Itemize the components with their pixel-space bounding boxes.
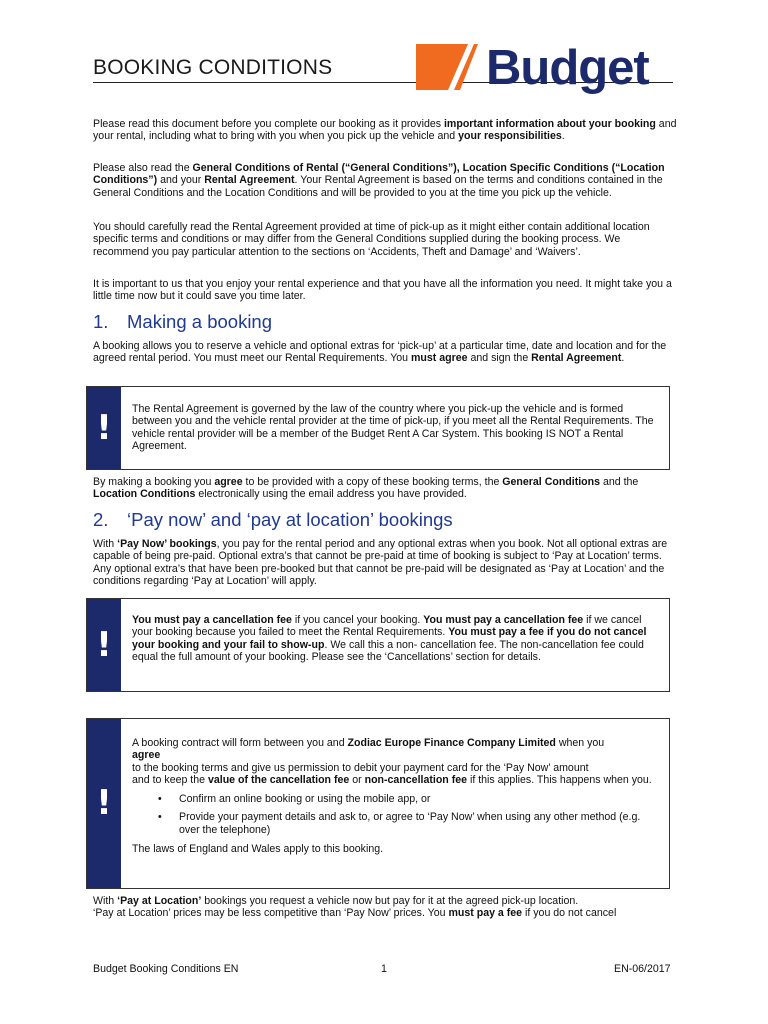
notice-text [132, 403, 657, 452]
text-bold: General Conditions [502, 476, 601, 488]
text-bold: value of the cancellation fee [207, 773, 350, 786]
intro-paragraph-1 [93, 118, 678, 143]
section-1-paragraph-1 [93, 340, 678, 365]
bullet-list [132, 793, 657, 836]
notice-box-rental-agreement [86, 386, 670, 470]
text: You should carefully read the Rental Agreement provided at time of pick-up as it might either contain additional location specific terms and conditions or may differ from the General Conditions supplied during the booking process. We recommend you pay particular attention to the sections on ‘Accidents, Theft and Damage’ and ‘Waivers’. [93, 221, 650, 258]
text: A booking allows you to reserve a vehicle and optional extras for ‘pick-up’ at a particular time, date and location and for the agreed rental period. You must meet our Rental Requirements. You [93, 340, 667, 365]
text-bold: Rental Agreement [531, 352, 622, 365]
text-bold: You must pay a fee if you do not cancel your booking and your fail to show-up [132, 626, 647, 651]
text: if you do not cancel [522, 907, 617, 920]
text-bold: non-cancellation fee [364, 773, 468, 786]
notice-text [132, 737, 657, 855]
section-number: 2. [93, 509, 109, 530]
footer-version: EN-06/2017 [614, 963, 671, 975]
text: A booking contract will form between you and [132, 737, 348, 749]
text: ‘Pay at Location’ prices may be less competitive than ‘Pay Now’ prices. You [93, 907, 449, 920]
text: bookings you request a vehicle now but pay for it at the agreed pick-up location. [201, 895, 579, 907]
text: to be provided with a copy of these booking terms, the [242, 476, 503, 488]
intro-paragraph-3 [93, 221, 678, 258]
text: electronically using the email address you have provided. [195, 488, 467, 501]
text: and your rental, including what to bring with you when you pick up the vehicle and [93, 118, 677, 143]
exclamation-icon: ! [96, 408, 112, 448]
text-bold: You must pay a cancellation fee [423, 614, 584, 626]
text: when you [555, 737, 605, 749]
text: if this applies. This happens when you. [467, 773, 652, 786]
text: Confirm an online booking or using the mobile app, or [179, 793, 431, 806]
exclamation-icon: ! [96, 625, 112, 665]
footer-document-name: Budget Booking Conditions EN [93, 963, 239, 975]
text: and to keep the [132, 773, 208, 786]
text-bold: Zodiac Europe Finance Company Limited [347, 737, 556, 749]
section-2-paragraph-1 [93, 538, 678, 587]
text-bold: must agree [411, 352, 468, 365]
list-item [132, 811, 657, 836]
bullet-icon: • [158, 793, 162, 806]
text: to the booking terms and give us permission to debit your payment card for the ‘Pay Now’ amount [132, 761, 589, 774]
notice-box-booking-contract [86, 718, 670, 889]
text: The laws of England and Wales apply to this booking. [132, 843, 384, 856]
section-number: 1. [93, 311, 109, 332]
section-title: ‘Pay now’ and ‘pay at location’ bookings [127, 509, 453, 530]
notice-box-cancellation-fee [86, 598, 670, 692]
section-1-heading [93, 311, 272, 333]
section-2-heading [93, 509, 453, 531]
text: if you cancel your booking. [291, 614, 424, 626]
text: . Your Rental Agreement is based on the terms and conditions contained in the General Conditions and the Location Conditions and will be provided to you at the time you pick up the vehicle. [93, 174, 663, 199]
text-bold: agree [132, 749, 161, 762]
text: Provide your payment details and ask to, or agree to ‘Pay Now’ when using any other method (e.g. over the telephone) [179, 811, 641, 836]
text-bold: your responsibilities [458, 130, 562, 143]
text: Please also read the [93, 162, 193, 174]
text: and your [157, 174, 205, 187]
text-bold: ‘Pay at Location’ [117, 895, 202, 907]
logo-wordmark: Budget [486, 41, 649, 95]
text-bold: Location Conditions [93, 488, 196, 501]
text: Please read this document before you complete our booking as it provides [93, 118, 444, 130]
text: and sign the [467, 352, 532, 365]
document-title: BOOKING CONDITIONS [93, 56, 333, 79]
intro-paragraph-2 [93, 162, 678, 199]
footer-page-number: 1 [381, 963, 387, 975]
text: By making a booking you [93, 476, 215, 488]
budget-logo [412, 38, 676, 96]
intro-paragraph-4 [93, 278, 678, 303]
text-bold: agree [214, 476, 243, 488]
section-2-paragraph-2 [93, 895, 678, 920]
text-bold: General Conditions of Rental (“General Conditions”), Location Specific Conditions (“Location Conditions”) [93, 162, 665, 187]
text: . We call this a non- cancellation fee. The non-cancellation fee could equal the full amount of your booking. Please see the ‘Cancellations’ section for details. [132, 638, 644, 663]
text: The Rental Agreement is governed by the law of the country where you pick-up the vehicle and is formed between you and the vehicle rental provider at the time of pick-up, if you meet all the Rental Requirements. The vehicle rental provider will be a member of the Budget Rent A Car System. This booking IS NOT a Rental Agreement. [132, 403, 654, 452]
text: , you pay for the rental period and any optional extras when you book. Not all optional extras are capable of being pre-paid. Optional extra’s that cannot be pre-paid at time of booking is subject to ‘Pay at Location’ terms. Any optional extra’s that have been pre-booked but that cannot be pre-paid will be designated as ‘Pay at Location’ and the conditions regarding ‘Pay at Location’ will apply. [93, 538, 668, 587]
exclamation-icon: ! [96, 783, 112, 823]
text-bold: important information about your booking [443, 118, 656, 130]
text-bold: must pay a fee [448, 907, 523, 920]
section-1-paragraph-2 [93, 476, 678, 501]
text-bold: Rental Agreement [204, 174, 295, 187]
text: With [93, 895, 118, 907]
section-title: Making a booking [127, 311, 273, 332]
text: if we cancel your booking because you failed to meet the Rental Requirements. [132, 614, 642, 639]
text: . [561, 130, 565, 143]
text-bold: You must pay a cancellation fee [132, 614, 292, 626]
text: It is important to us that you enjoy your rental experience and that you have all the information you need. It might take you a little time now but it could save you time later. [93, 278, 672, 303]
text: With [93, 538, 118, 550]
text-bold: ‘Pay Now’ bookings [117, 538, 217, 550]
list-item [132, 793, 657, 805]
text: and the [600, 476, 639, 488]
notice-text [132, 614, 657, 663]
text: or [349, 773, 365, 786]
text: . [621, 352, 625, 365]
bullet-icon: • [158, 811, 162, 824]
